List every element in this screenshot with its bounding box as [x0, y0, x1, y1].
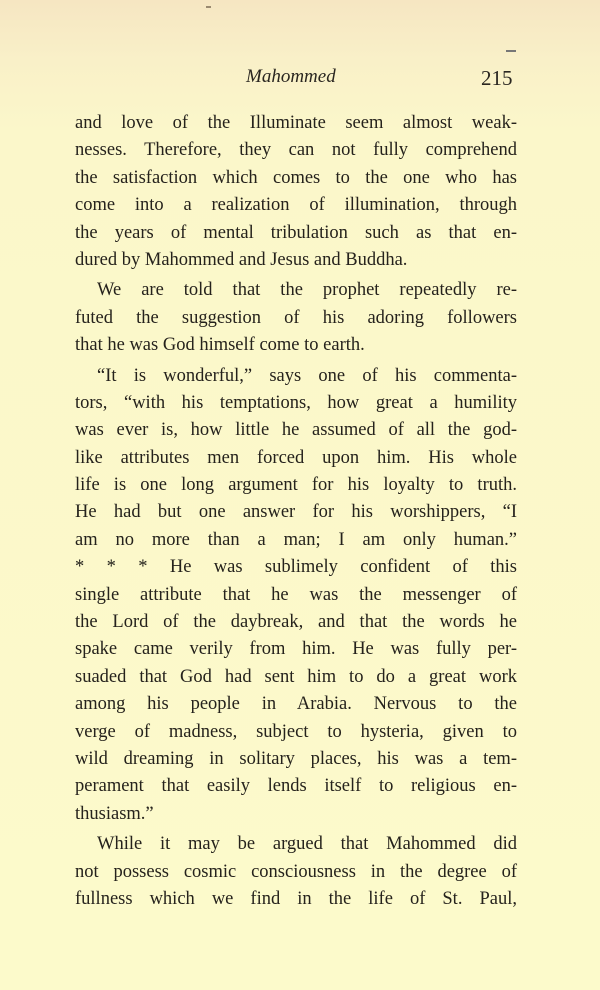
text-line: thusiasm.”	[75, 803, 154, 824]
text-line: that he was God himself come to earth.	[75, 335, 365, 356]
text-line: among his people in Arabia. Nervous to the	[75, 694, 517, 715]
text-line: the Lord of the daybreak, and that the words he	[75, 612, 517, 633]
print-mark	[506, 50, 516, 52]
text-line: come into a realization of illumination, through	[75, 195, 517, 216]
running-head	[0, 66, 600, 94]
paragraph	[75, 831, 517, 913]
text-line: perament that easily lends itself to religious en-	[75, 776, 517, 797]
text-line: futed the suggestion of his adoring followers	[75, 307, 517, 328]
text-line: He had but one answer for his worshippers, “I	[75, 502, 517, 523]
text-line: was ever is, how little he assumed of all the god-	[75, 420, 517, 441]
text-line: fullness which we find in the life of St. Paul,	[75, 888, 517, 909]
paragraph	[75, 363, 517, 829]
text-line: not possess cosmic consciousness in the degree of	[75, 861, 517, 882]
text-line: * * * He was sublimely confident of this	[75, 557, 517, 578]
text-line: tors, “with his temptations, how great a humility	[75, 392, 517, 413]
print-mark	[206, 6, 211, 8]
body-text	[75, 110, 517, 913]
text-line: While it may be argued that Mahommed did	[97, 834, 517, 855]
text-line: single attribute that he was the messenger of	[75, 584, 517, 605]
paragraph	[75, 277, 517, 359]
page-number: 215	[481, 66, 513, 90]
text-line: dured by Mahommed and Jesus and Buddha.	[75, 249, 408, 270]
text-line: verge of madness, subject to hysteria, given to	[75, 721, 517, 742]
text-line: We are told that the prophet repeatedly re-	[97, 280, 517, 301]
text-line: am no more than a man; I am only human.”	[75, 529, 517, 550]
text-line: nesses. Therefore, they can not fully comprehend	[75, 140, 517, 161]
text-line: “It is wonderful,” says one of his commenta-	[97, 365, 517, 386]
paragraph	[75, 110, 517, 274]
text-line: the years of mental tribulation such as that en-	[75, 222, 517, 243]
text-line: life is one long argument for his loyalty to truth.	[75, 475, 517, 496]
text-line: spake came verily from him. He was fully per-	[75, 639, 517, 660]
text-line: wild dreaming in solitary places, his was a tem-	[75, 748, 517, 769]
text-line: the satisfaction which comes to the one who has	[75, 167, 517, 188]
text-line: like attributes men forced upon him. His whole	[75, 447, 517, 468]
text-line: suaded that God had sent him to do a great work	[75, 666, 517, 687]
text-line: and love of the Illuminate seem almost weak-	[75, 113, 517, 133]
running-title: Mahommed	[246, 66, 336, 87]
